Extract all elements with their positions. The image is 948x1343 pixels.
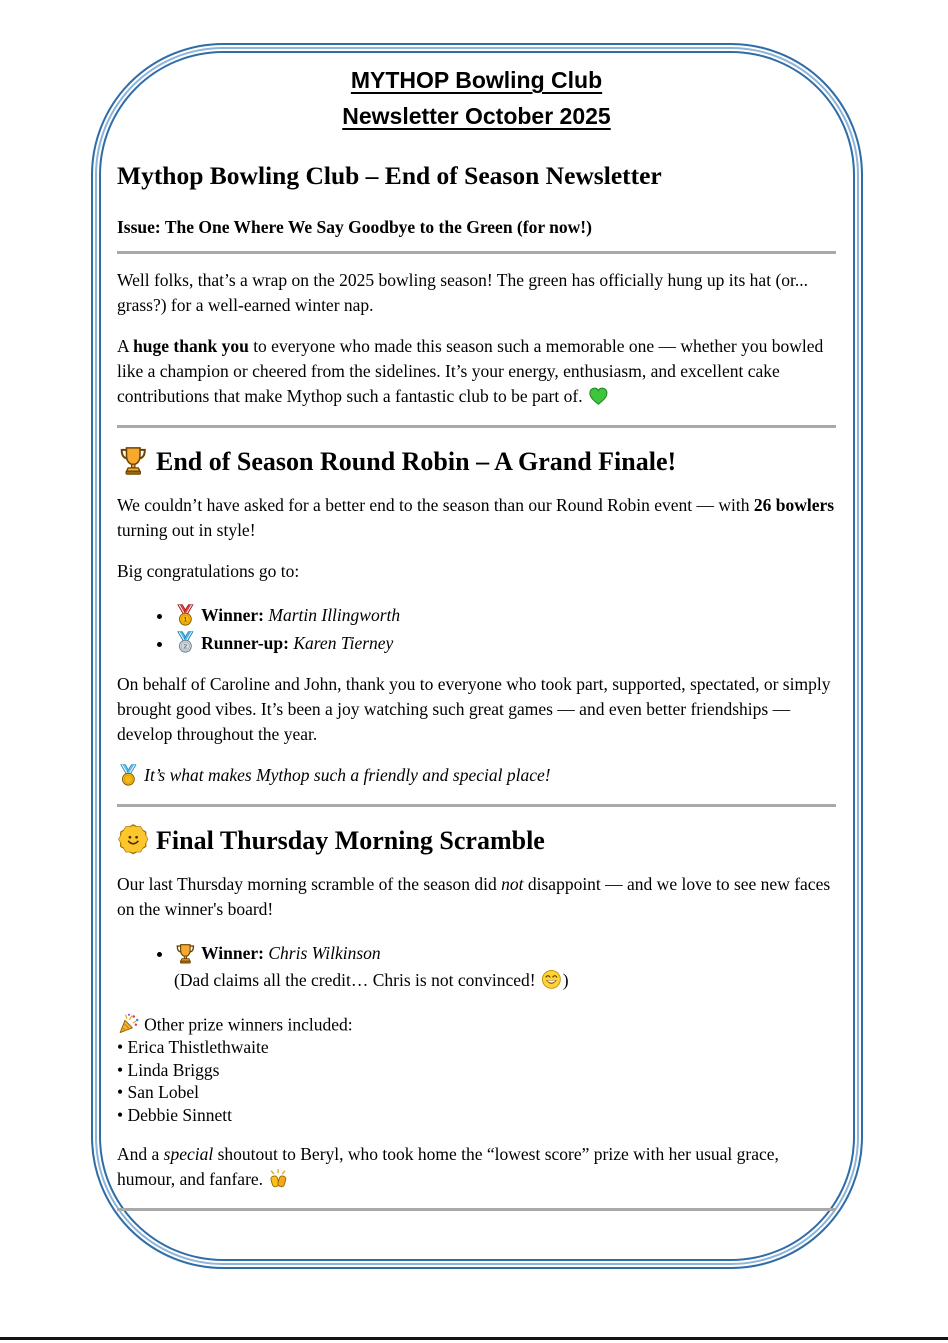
- winner-list-item: [174, 602, 836, 629]
- text-run: Other prize winners included:: [139, 1014, 353, 1035]
- banner-title-line1: MYTHOP Bowling Club: [350, 67, 603, 93]
- round-robin-paragraph-2: Big congratulations go to:: [117, 561, 300, 581]
- text-run: And a: [117, 1144, 164, 1164]
- svg-text:1: • 1: [183, 616, 188, 624]
- trophy-icon: [117, 444, 150, 477]
- screenshot-bottom-edge: [0, 1337, 948, 1340]
- section-heading-scramble: [117, 823, 836, 858]
- trophy-icon: [174, 942, 197, 965]
- section-divider: [117, 804, 836, 807]
- text-run: to everyone who made this season such a memorable one — whether you bowled like a champion or cheered from the sidelines. It’s your energy, enthusiasm, and excellent cake contributions that make Mythop such a fantastic club to be part of.: [117, 336, 824, 406]
- text-run: Martin Illingworth: [268, 605, 401, 625]
- party-popper-icon: [117, 1013, 140, 1036]
- text-run: Final Thursday Morning Scramble: [149, 826, 545, 855]
- second-place-medal-icon: [174, 631, 197, 654]
- section-divider: [117, 1208, 836, 1211]
- intro-paragraph-1: [117, 268, 836, 318]
- section-heading-round-robin: [117, 444, 836, 479]
- text-run: (Dad claims all the credit… Chris is not convinced!: [174, 969, 540, 990]
- text-run: turning out in style!: [117, 520, 256, 540]
- sun-face-icon: [117, 823, 150, 856]
- scramble-winner-line: [174, 940, 836, 967]
- round-robin-paragraph-1: [117, 493, 836, 543]
- text-run: It’s what makes Mythop such a friendly and special place!: [144, 765, 551, 785]
- first-place-medal-icon: [174, 604, 197, 627]
- other-winner-name: Erica Thistlethwaite: [127, 1037, 269, 1057]
- text-run: Karen Tierney: [293, 632, 394, 653]
- scramble-paragraph-2: [117, 1142, 836, 1192]
- other-winner-row: [117, 1059, 836, 1082]
- text-run: Our last Thursday morning scramble of the season did: [117, 874, 502, 894]
- green-heart-icon: [587, 385, 610, 408]
- page-title: Mythop Bowling Club – End of Season Newsletter: [117, 161, 662, 190]
- round-robin-winners-list: [117, 602, 836, 656]
- sports-medal-icon: [117, 764, 140, 787]
- bullet-char: •: [117, 1082, 128, 1102]
- intro-paragraph-2: [117, 334, 836, 409]
- text-run: Runner-up:: [201, 632, 289, 653]
- text-run: not: [501, 874, 524, 894]
- section-divider: [117, 251, 836, 254]
- round-robin-tagline: [117, 763, 836, 788]
- scramble-winner-item: [174, 940, 836, 993]
- other-winner-row: [117, 1104, 836, 1127]
- scramble-winner-note: [174, 967, 836, 994]
- bullet-char: •: [117, 1059, 128, 1080]
- other-winner-name: Debbie Sinnett: [127, 1104, 233, 1125]
- text-run: Well folks, that’s a wrap on the 2025 bowling season! The green has officially hung up its hat (or... grass?) for a well-earned winter nap.: [117, 270, 809, 315]
- other-winner-name: Linda Briggs: [127, 1059, 220, 1080]
- scramble-paragraph-1: [117, 872, 836, 922]
- issue-line: Issue: The One Where We Say Goodbye to the Green (for now!): [117, 217, 592, 237]
- bullet-char: •: [117, 1104, 128, 1125]
- other-winner-row: [117, 1081, 836, 1104]
- clapping-hands-icon: [267, 1168, 290, 1191]
- text-run: 26 bowlers: [753, 495, 835, 515]
- grinning-face-icon: [540, 968, 563, 991]
- scramble-winner-list: [117, 940, 836, 993]
- text-run: Winner:: [201, 605, 264, 625]
- text-run: We couldn’t have asked for a better end to the season than our Round Robin event — with: [117, 495, 754, 515]
- section-divider: [117, 425, 836, 428]
- text-run: ): [562, 969, 569, 990]
- text-run: End of Season Round Robin – A Grand Finale!: [149, 447, 677, 476]
- svg-text:2: • 2: [183, 643, 188, 651]
- text-run: huge thank you: [133, 336, 249, 356]
- other-winner-name: San Lobel: [127, 1082, 199, 1102]
- text-run: special: [163, 1144, 214, 1164]
- text-run: shoutout to Beryl, who took home the “lowest score” prize with her usual grace, humour, and fanfare.: [117, 1144, 779, 1189]
- other-winners-block: [117, 1013, 836, 1126]
- other-winners-label: [117, 1013, 836, 1036]
- newsletter-content: [117, 62, 836, 1224]
- text-run: Winner:: [201, 943, 264, 963]
- round-robin-paragraph-3: On behalf of Caroline and John, thank you to everyone who took part, supported, spectated, or simply brought good vibes. It’s been a joy watching such great games — and even better friendships — develop throughout the year.: [117, 674, 831, 744]
- text-run: Chris Wilkinson: [268, 943, 381, 963]
- banner-title-line2: Newsletter October 2025: [342, 103, 611, 129]
- text-run: A: [117, 336, 134, 356]
- banner: [117, 62, 836, 134]
- runner-up-list-item: [174, 630, 836, 657]
- other-winner-row: [117, 1036, 836, 1059]
- text-run: disappoint — and we love to see new faces on the winner's board!: [117, 874, 831, 919]
- bullet-char: •: [117, 1037, 128, 1057]
